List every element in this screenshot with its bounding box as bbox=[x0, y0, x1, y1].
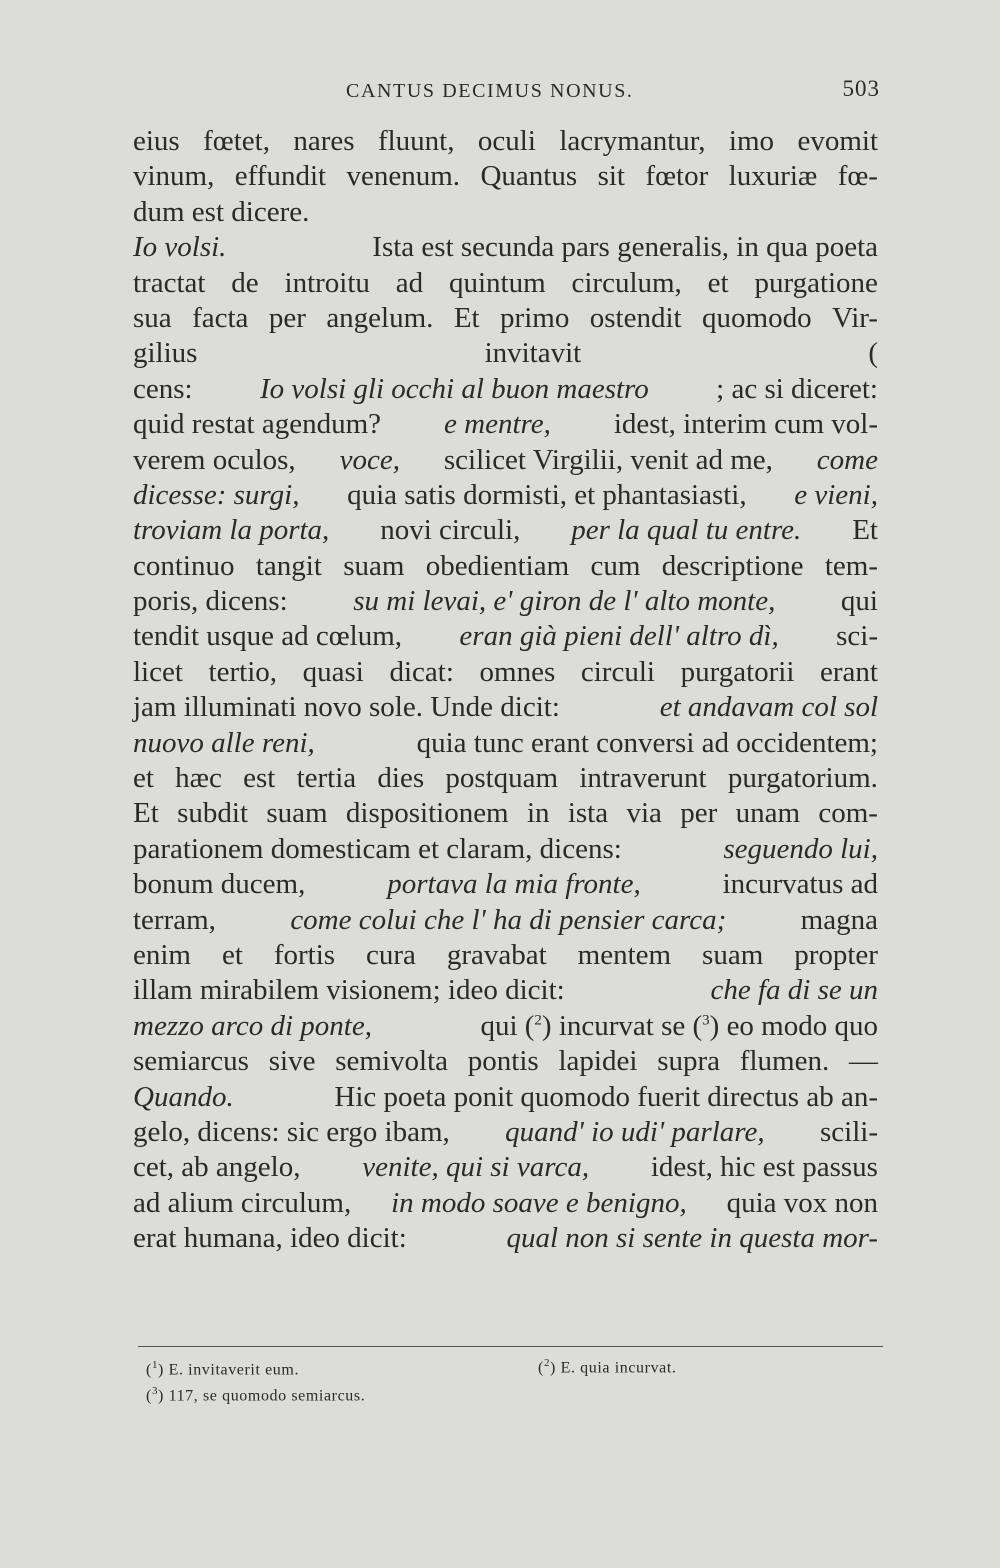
text-word: lapidei bbox=[558, 1045, 638, 1078]
text-segment bbox=[133, 867, 305, 902]
roman-text: cet, ab angelo, bbox=[133, 1151, 301, 1184]
text-word: per bbox=[680, 797, 718, 830]
italic-text: nuovo alle reni, bbox=[133, 726, 315, 759]
text-line bbox=[133, 973, 878, 1008]
text-word: — bbox=[848, 1045, 878, 1078]
italic-text: venite, qui si varca, bbox=[362, 1151, 590, 1184]
text-word: gilius bbox=[133, 337, 198, 370]
italic-text: in modo soave e benigno, bbox=[391, 1186, 687, 1219]
text-line bbox=[133, 938, 878, 973]
footnote-1-text: E. invitaverit eum. bbox=[168, 1361, 300, 1379]
text-word: omnes bbox=[479, 655, 556, 688]
text-segment bbox=[380, 513, 520, 548]
text-word: fortis bbox=[273, 938, 336, 971]
text-word: cura bbox=[366, 938, 416, 971]
text-segment bbox=[133, 443, 296, 478]
text-word: tractat bbox=[133, 266, 206, 299]
text-line bbox=[133, 619, 878, 654]
text-word: vinum, bbox=[133, 160, 215, 193]
text-segment bbox=[505, 1115, 764, 1150]
text-word: tertia bbox=[296, 762, 357, 795]
text-segment bbox=[133, 230, 226, 265]
roman-text: quid restat agendum? bbox=[133, 408, 382, 441]
roman-text: parationem domesticam et claram, dicens: bbox=[133, 832, 622, 865]
text-segment bbox=[340, 443, 400, 478]
text-word: oculi bbox=[477, 125, 536, 157]
text-segment bbox=[133, 1186, 351, 1221]
text-word: de bbox=[231, 266, 259, 299]
text-word: com- bbox=[818, 797, 878, 830]
text-segment bbox=[133, 1009, 372, 1044]
roman-text: erat humana, ideo dicit: bbox=[133, 1222, 407, 1255]
footnote-3-mark: 3 bbox=[151, 1385, 159, 1397]
text-segment bbox=[133, 619, 402, 654]
text-word: flumen. bbox=[739, 1045, 830, 1078]
footnote-2-mark: 2 bbox=[543, 1357, 551, 1369]
text-segment bbox=[852, 513, 878, 548]
text-segment bbox=[391, 1186, 687, 1221]
text-line bbox=[133, 796, 878, 831]
text-segment bbox=[334, 1080, 878, 1115]
text-word: lacrymantur, bbox=[559, 125, 706, 157]
text-word: tangit bbox=[255, 549, 322, 582]
text-word: introitu bbox=[284, 266, 370, 299]
text-word: purgatorii bbox=[680, 655, 795, 688]
text-word: per bbox=[268, 301, 306, 334]
text-segment bbox=[133, 372, 193, 407]
text-segment bbox=[710, 973, 878, 1008]
text-line bbox=[133, 336, 878, 371]
text-line bbox=[133, 1009, 878, 1044]
text-word: et bbox=[221, 938, 243, 971]
footnote-3: ($^3$) 117, se quomodo semiarcus. bbox=[146, 1385, 366, 1405]
text-line bbox=[133, 1044, 878, 1079]
text-word: postquam bbox=[445, 762, 559, 795]
text-line bbox=[133, 690, 878, 725]
text-segment bbox=[444, 443, 773, 478]
text-word: dicat: bbox=[389, 655, 454, 688]
text-word: supra bbox=[657, 1045, 721, 1078]
text-word: sit bbox=[597, 160, 625, 193]
text-word: enim bbox=[133, 938, 191, 971]
roman-text: quia satis dormisti, et phantasiasti, bbox=[347, 478, 747, 511]
text-word: circulum, bbox=[571, 266, 682, 299]
text-word: suam bbox=[266, 797, 328, 830]
text-line bbox=[133, 1080, 878, 1115]
text-word: luxuriæ bbox=[728, 160, 818, 193]
italic-text: voce, bbox=[339, 443, 400, 476]
text-line bbox=[133, 655, 878, 690]
text-word: eius bbox=[133, 125, 180, 157]
roman-text: ) incurvat se ( bbox=[541, 1009, 703, 1042]
text-word: Et bbox=[453, 301, 480, 334]
text-word: circuli bbox=[580, 655, 655, 688]
text-word: purgatione bbox=[754, 266, 878, 299]
text-word: intraverunt bbox=[579, 762, 707, 795]
text-word: propter bbox=[794, 938, 878, 971]
roman-text: idest, hic est passus bbox=[650, 1151, 878, 1184]
footnote-2: ($^2$) E. quia incurvat. bbox=[538, 1357, 677, 1377]
text-word: cum bbox=[590, 549, 641, 582]
text-word: licet bbox=[133, 655, 183, 688]
text-word: purgatorium. bbox=[727, 762, 878, 795]
text-word: quasi bbox=[302, 655, 364, 688]
text-segment bbox=[133, 584, 288, 619]
roman-text: illam mirabilem visionem; ideo dicit: bbox=[133, 974, 565, 1007]
text-line bbox=[133, 761, 878, 796]
text-line bbox=[133, 1186, 878, 1221]
text-word: tem- bbox=[824, 549, 878, 582]
text-segment bbox=[651, 1150, 878, 1185]
text-segment bbox=[133, 1150, 300, 1185]
footnote-1-mark: 1 bbox=[151, 1359, 159, 1371]
text-line bbox=[133, 266, 878, 301]
text-word: descriptione bbox=[661, 549, 804, 582]
text-word: suam bbox=[343, 549, 405, 582]
italic-text: e mentre, bbox=[444, 408, 551, 441]
text-word: quintum bbox=[448, 266, 546, 299]
text-word: semivolta bbox=[335, 1045, 449, 1078]
text-segment bbox=[716, 372, 878, 407]
text-word: Et bbox=[133, 797, 159, 830]
italic-text: come bbox=[816, 443, 878, 476]
text-segment bbox=[260, 372, 649, 407]
italic-text: eran già pieni dell' altro dì, bbox=[459, 620, 779, 653]
text-line bbox=[133, 1115, 878, 1150]
roman-text: qui ( bbox=[480, 1009, 535, 1042]
text-segment bbox=[133, 690, 560, 725]
text-segment bbox=[444, 407, 551, 442]
roman-text: sci- bbox=[836, 620, 878, 653]
text-segment bbox=[372, 230, 878, 265]
text-segment bbox=[133, 1080, 234, 1115]
italic-text: et andavam col sol bbox=[659, 691, 878, 724]
roman-text: magna bbox=[800, 903, 878, 936]
text-segment bbox=[133, 1115, 450, 1150]
roman-text: gelo, dicens: sic ergo ibam, bbox=[133, 1115, 450, 1148]
roman-text: qui bbox=[840, 585, 878, 618]
roman-text: quia tunc erant conversi ad occidentem; bbox=[416, 726, 878, 759]
text-segment bbox=[133, 832, 622, 867]
text-word: et bbox=[707, 266, 729, 299]
text-segment bbox=[353, 584, 775, 619]
text-word: effundit bbox=[234, 160, 327, 193]
text-word: imo bbox=[728, 125, 775, 157]
footnote-3-text: 117, se quomodo semiarcus. bbox=[168, 1387, 366, 1405]
text-word: fœtor bbox=[645, 160, 709, 193]
roman-text: dum est dicere. bbox=[133, 195, 310, 228]
roman-text: cens: bbox=[133, 372, 193, 405]
running-title: CANTUS DECIMUS NONUS. bbox=[346, 80, 634, 102]
roman-text: tendit usque ad cœlum, bbox=[133, 620, 403, 653]
text-word: est bbox=[243, 762, 276, 795]
footnote-ref: 2 bbox=[534, 1012, 542, 1029]
text-word: in bbox=[526, 797, 550, 830]
text-segment bbox=[506, 1221, 878, 1256]
text-word: ista bbox=[567, 797, 609, 830]
roman-text: Hic poeta ponit quomodo fuerit directus ab an- bbox=[334, 1080, 878, 1113]
text-word: angelum. bbox=[326, 301, 434, 334]
text-word: hæc bbox=[175, 762, 222, 795]
italic-text: e vieni, bbox=[794, 478, 878, 511]
text-line bbox=[133, 549, 878, 584]
text-line bbox=[133, 903, 878, 938]
text-segment bbox=[133, 478, 299, 513]
italic-text: dicesse: surgi, bbox=[133, 478, 300, 511]
text-line bbox=[133, 867, 878, 902]
italic-text: che fa di se un bbox=[710, 974, 878, 1007]
text-word: evomit bbox=[797, 125, 878, 157]
text-word: fœtet, bbox=[203, 125, 270, 157]
text-word: obedientiam bbox=[425, 549, 570, 582]
text-word: primo bbox=[500, 301, 570, 334]
text-word: suam bbox=[702, 938, 764, 971]
text-segment bbox=[347, 478, 747, 513]
italic-text: troviam la porta, bbox=[133, 514, 330, 547]
text-segment bbox=[133, 407, 381, 442]
roman-text: ) eo modo quo bbox=[709, 1009, 878, 1042]
text-word: facta bbox=[192, 301, 249, 334]
roman-text: idest, interim cum vol- bbox=[613, 408, 878, 441]
text-line bbox=[133, 159, 878, 194]
text-word: fluunt, bbox=[377, 125, 455, 157]
text-segment bbox=[801, 903, 878, 938]
text-word: et bbox=[133, 762, 154, 795]
text-word: semiarcus bbox=[133, 1045, 249, 1078]
text-word: sua bbox=[133, 301, 172, 334]
footnote-1: ($^1$) E. invitaverit eum. bbox=[146, 1359, 300, 1379]
text-segment bbox=[417, 726, 878, 761]
text-segment bbox=[660, 690, 878, 725]
text-line bbox=[133, 832, 878, 867]
italic-text: Io volsi. bbox=[133, 231, 227, 264]
roman-text: verem oculos, bbox=[133, 443, 296, 476]
roman-text: Et bbox=[852, 514, 878, 547]
text-line bbox=[133, 1150, 878, 1185]
roman-text: ; ac si diceret: bbox=[716, 372, 878, 405]
italic-text: mezzo arco di ponte, bbox=[133, 1009, 372, 1042]
text-line bbox=[133, 1221, 878, 1256]
text-word: dies bbox=[377, 762, 425, 795]
roman-text: poris, dicens: bbox=[133, 585, 288, 618]
roman-text: terram, bbox=[133, 903, 216, 936]
text-line bbox=[133, 230, 878, 265]
text-line bbox=[133, 195, 878, 230]
text-segment bbox=[459, 619, 778, 654]
italic-text: seguendo lui, bbox=[723, 832, 878, 865]
page-number: 503 bbox=[842, 76, 880, 101]
text-word: venenum. bbox=[346, 160, 461, 193]
text-segment bbox=[817, 443, 878, 478]
text-word: continuo bbox=[133, 549, 235, 582]
italic-text: come colui che l' ha di pensier carca; bbox=[290, 903, 727, 936]
text-segment bbox=[820, 1115, 878, 1150]
text-segment bbox=[794, 478, 878, 513]
italic-text: per la qual tu entre. bbox=[571, 514, 802, 547]
text-word: pontis bbox=[467, 1045, 539, 1078]
text-word: unam bbox=[735, 797, 801, 830]
text-word: gravabat bbox=[446, 938, 547, 971]
text-line bbox=[133, 584, 878, 619]
text-segment bbox=[133, 1221, 407, 1256]
footnote-divider bbox=[138, 1346, 883, 1347]
italic-text: portava la mia fronte, bbox=[387, 868, 641, 901]
text-word: quomodo bbox=[702, 301, 812, 334]
footnote-2-text: E. quia incurvat. bbox=[560, 1359, 677, 1377]
roman-text: bonum ducem, bbox=[133, 868, 306, 901]
text-segment bbox=[290, 903, 726, 938]
roman-text: Ista est secunda pars generalis, in qua poeta bbox=[372, 231, 878, 264]
text-segment bbox=[362, 1150, 589, 1185]
text-segment bbox=[723, 832, 878, 867]
text-segment bbox=[614, 407, 878, 442]
roman-text: scili- bbox=[819, 1115, 878, 1148]
italic-text: su mi levai, e' giron de l' alto monte, bbox=[353, 585, 776, 618]
text-word: ostendit bbox=[589, 301, 682, 334]
text-word: ( bbox=[868, 337, 878, 370]
text-word: Vir- bbox=[832, 301, 878, 334]
italic-text: qual non si sente in questa mor- bbox=[506, 1222, 878, 1255]
text-word: tertio, bbox=[208, 655, 277, 688]
text-segment bbox=[133, 973, 565, 1008]
text-segment bbox=[571, 513, 801, 548]
roman-text: incurvatus ad bbox=[722, 868, 878, 901]
text-segment bbox=[727, 1186, 878, 1221]
roman-text: scilicet Virgilii, venit ad me, bbox=[443, 443, 773, 476]
roman-text: jam illuminati novo sole. Unde dicit: bbox=[133, 691, 560, 724]
text-segment bbox=[133, 513, 329, 548]
roman-text: quia vox non bbox=[726, 1186, 878, 1219]
running-head bbox=[130, 76, 880, 110]
italic-text: Io volsi gli occhi al buon maestro bbox=[259, 372, 649, 405]
text-segment bbox=[480, 1009, 878, 1044]
text-segment bbox=[841, 584, 878, 619]
text-word: sive bbox=[268, 1045, 316, 1078]
text-word: fœ- bbox=[837, 160, 878, 193]
text-word: dispositionem bbox=[345, 797, 509, 830]
italic-text: quand' io udi' parlare, bbox=[505, 1115, 765, 1148]
text-segment bbox=[723, 867, 878, 902]
text-word: mentem bbox=[577, 938, 672, 971]
text-line bbox=[133, 443, 878, 478]
text-word: Quantus bbox=[480, 160, 578, 193]
text-line bbox=[133, 372, 878, 407]
text-line bbox=[133, 726, 878, 761]
italic-text: Quando. bbox=[133, 1080, 234, 1113]
text-line bbox=[133, 407, 878, 442]
text-line bbox=[133, 124, 878, 159]
text-word: erant bbox=[820, 655, 878, 688]
text-segment bbox=[133, 903, 216, 938]
footnote-ref: 3 bbox=[702, 1012, 710, 1029]
roman-text: novi circuli, bbox=[380, 514, 521, 547]
text-segment bbox=[133, 195, 309, 230]
text-segment bbox=[387, 867, 640, 902]
text-segment bbox=[133, 726, 315, 761]
text-word: nares bbox=[293, 125, 355, 157]
text-word: via bbox=[626, 797, 662, 830]
text-word: ad bbox=[395, 266, 424, 299]
text-line bbox=[133, 478, 878, 513]
text-line bbox=[133, 513, 878, 548]
text-line bbox=[133, 301, 878, 336]
text-word: invitavit bbox=[484, 337, 582, 370]
roman-text: ad alium circulum, bbox=[133, 1186, 352, 1219]
text-word: subdit bbox=[177, 797, 249, 830]
body-text bbox=[133, 124, 878, 1257]
text-segment bbox=[836, 619, 878, 654]
